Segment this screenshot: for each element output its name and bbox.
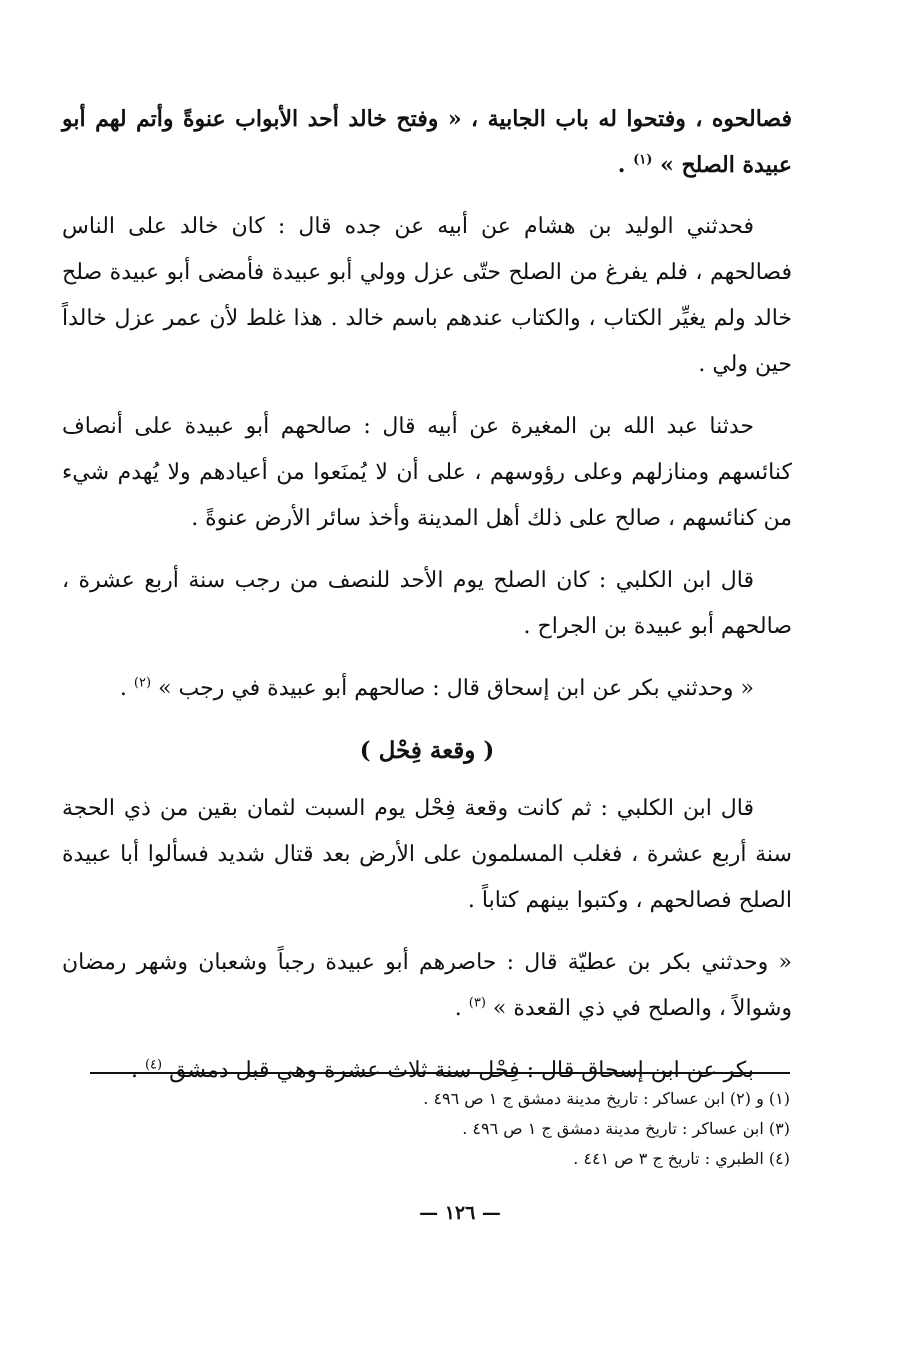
footnote-ref: (١) [633,152,653,168]
paragraph-tail: . [617,152,634,178]
paragraph-5 [62,666,792,712]
page-number: — ١٢٦ — [419,1202,501,1224]
paragraph-tail: . [130,1058,145,1083]
footnote-2: (٣) ابن عساكر : تاريخ مدينة دمشق ج ١ ص ٤٩٦ . [462,1119,790,1138]
paragraph-7 [62,940,792,1032]
paragraph-text: قال ابن الكلبي : ثم كانت وقعة فِحْل يوم السبت لثمان بقين من ذي الحجة سنة أربع عشرة ، فغلب المسلمون على الأرض بعد قتال شديد فسألوا أبا عبيدة الصلح فصالحهم ، وكتبوا بينهم كتاباً . [62,796,792,913]
footnote-ref: (٤) [144,1057,163,1073]
paragraph-text: قال ابن الكلبي : كان الصلح يوم الأحد للنصف من رجب سنة أربع عشرة ، صالحهم أبو عبيدة بن الجراح . [62,568,792,639]
paragraph-text: فصالحوه ، وفتحوا له باب الجابية ، « وفتح خالد أحد الأبواب عنوةً وأتم لهم أبو عبيدة الصلح » [62,106,792,178]
footnote-1: (١) و (٢) ابن عساكر : تاريخ مدينة دمشق ج ١ ص ٤٩٦ . [423,1089,790,1108]
footnote-ref: (٢) [133,675,152,691]
paragraph-text: حدثنا عبد الله بن المغيرة عن أبيه قال : صالحهم أبو عبيدة على أنصاف كنائسهم ومنازلهم وعلى رؤوسهم ، على أن لا يُمنَعوا من أعيادهم ولا يُهدم شيء من كنائسهم ، صالح على ذلك أهل المدينة وأخذ سائر الأرض عنوةً . [62,414,792,531]
paragraph-text: فحدثني الوليد بن هشام عن أبيه عن جده قال : كان خالد على الناس فصالحهم ، فلم يفرغ من الصلح حتّى عزل وولي أبو عبيدة فأمضى أبو عبيدة صلح خالد ولم يغيِّر الكتاب ، والكتاب عندهم باسم خالد . هذا غلط لأن عمر عزل خالداً حين ولي . [62,214,792,377]
footnote-ref: (٣) [468,995,486,1011]
paragraph-tail: . [454,996,469,1021]
paragraph-6 [62,786,792,924]
paragraph-3 [62,404,792,542]
footnote-3: (٤) الطبري : تاريخ ج ٣ ص ٤٤١ . [573,1149,790,1168]
paragraph-text: بكر عن ابن إسحاق قال : فِحْل سنة ثلاث عشرة وهي قبل دمشق [169,1058,754,1083]
section-heading: ( وقعة فِحْل ) [359,737,495,764]
paragraph-2 [62,204,792,388]
main-text [62,96,792,1110]
paragraph-text: « وحدثني بكر عن ابن إسحاق قال : صالحهم أبو عبيدة في رجب » [158,676,754,701]
paragraph-text: « وحدثني بكر بن عطيّة قال : حاصرهم أبو عبيدة رجباً وشعبان وشهر رمضان وشوالاً ، والصلح في ذي القعدة » [62,950,792,1021]
paragraph-4 [62,558,792,650]
footnotes [90,1084,790,1174]
paragraph-1 [62,96,792,188]
paragraph-tail: . [119,676,134,701]
footnote-divider [90,1072,790,1074]
